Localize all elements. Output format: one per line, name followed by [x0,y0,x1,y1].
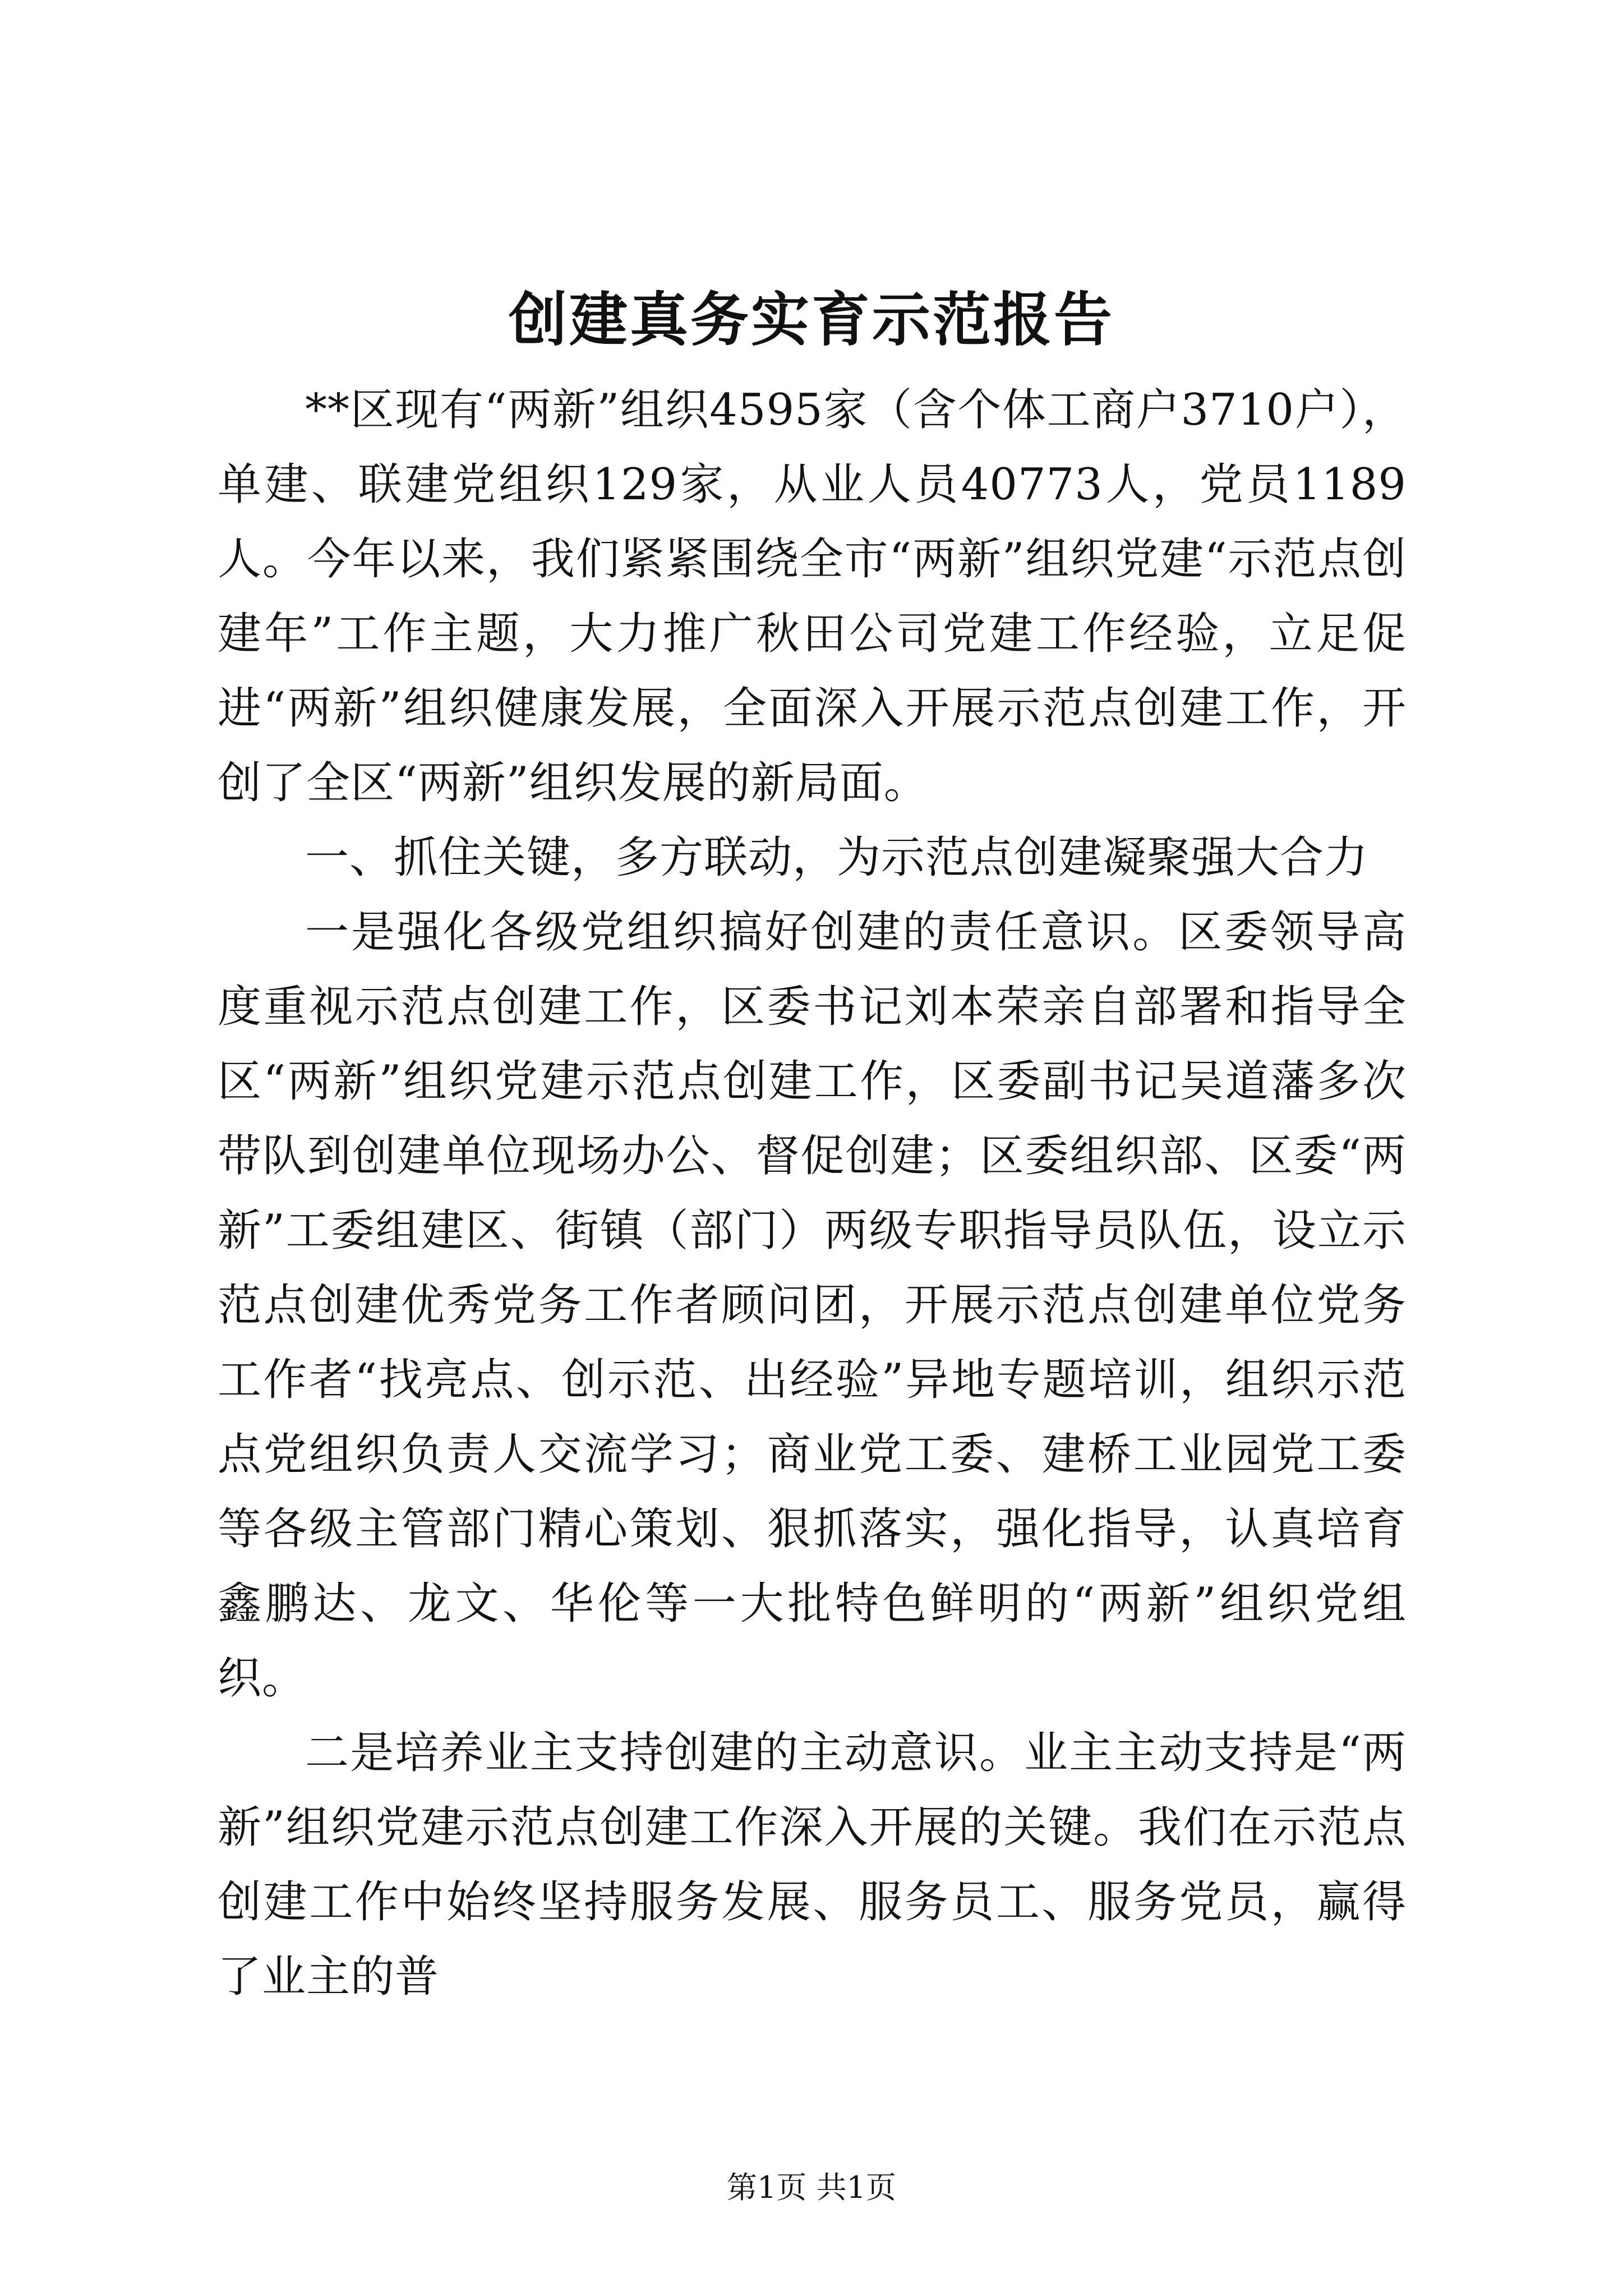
section-heading-1: 一、抓住关键，多方联动，为示范点创建凝聚强大合力 [305,832,1369,883]
document-title: 创建真务实育示范报告 [508,285,1114,354]
paragraph-responsibility: 一是强化各级党组织搞好创建的责任意识。区委领导高度重视示范点创建工作，区委书记刘本荣亲自部署和指导全区“两新”组织党建示范点创建工作，区委副书记吴道藩多次带队到创建单位现场办公、督促创建；区委组织部、区委“两新”工委组建区、街镇（部门）两级专职指导员队伍，设立示范点创建优秀党务工作者顾问团，开展示范点创建单位党务工作者“找亮点、创示范、出经验”异地专题培训，组织示范点党组织负责人交流学习；商业党工委、建桥工业园党工委等各级主管部门精心策划、狠抓落实，强化指导，认真培育鑫鹏达、龙文、华伦等一大批特色鲜明的“两新”组织党组织。 [218,907,1407,1704]
paragraph-intro: **区现有“两新”组织4595家（含个体工商户3710户），单建、联建党组织129家，从业人员40773人，党员1189人。今年以来，我们紧紧围绕全市“两新”组织党建“示范点创建年”工作主题，大力推广秋田公司党建工作经验，立足促进“两新”组织健康发展，全面深入开展示范点创建工作，开创了全区“两新”组织发展的新局面。 [218,385,1407,808]
document-body [218,373,1407,2014]
paragraph-owner-support: 二是培养业主支持创建的主动意识。业主主动支持是“两新”组织党建示范点创建工作深入开展的关键。我们在示范点创建工作中始终坚持服务发展、服务员工、服务党员，赢得了业主的普 [218,1728,1407,2002]
page-footer: 第1页 共1页 [727,2170,896,2205]
